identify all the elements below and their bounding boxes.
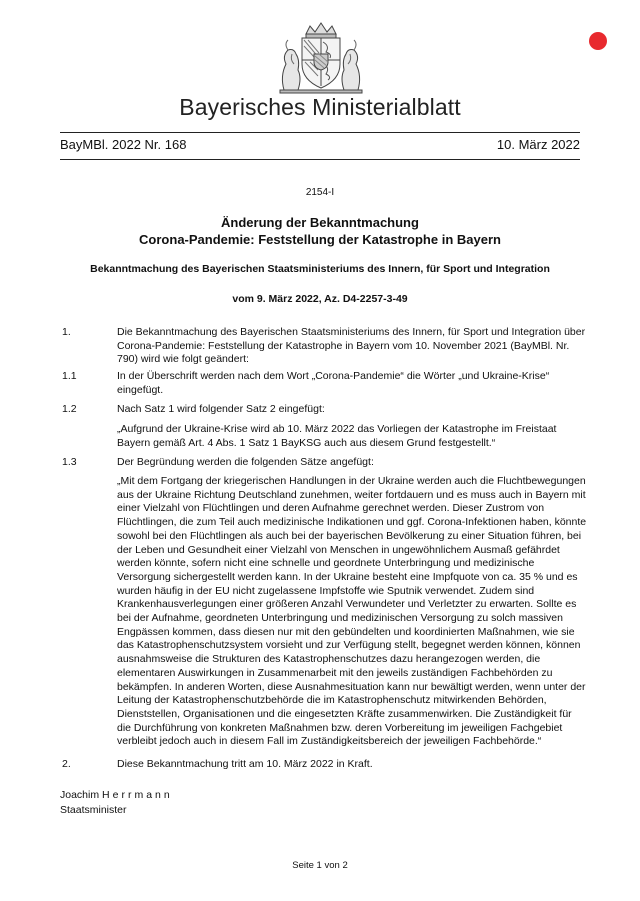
- section-text-1-3: Der Begründung werden die folgenden Sätze angefügt:: [117, 456, 374, 468]
- section-number-1-3: 1.3: [62, 456, 77, 468]
- section-quote-1-3: „Mit dem Fortgang der kriegerischen Handlungen in der Ukraine werden auch die Fluchtbewegungen aus der Ukraine Richtung Deutschland zunehmen, weiter fortdauern und es muss auch in Bayern mit einer Vielzahl von Flüchtlingen und deren Aufnahme gerechnet werden. Dieser Zustrom von Flüchtlingen, die zum Teil auch medizinische Indikationen und ggf. Corona-Infektionen haben, könnte sowohl bei den Flüchtlingen als auch bei der bayerischen Bevölkerung zu einer Situation führen, bei der Leben und Gesundheit einer Vielzahl von Menschen in ungewöhnlichem Ausmaß gefährdet werden könnte, sofern nicht eine schnelle und geordnete Unterbringung und medizinische Versorgung sichergestellt werden kann. In der Ukraine besteht eine Impfquote von ca. 35 % und es wurden häufig in der EU nicht zugelassene Impfstoffe wie Sputnik verwendet. Zudem sind Krankenhausverlegungen einer größeren Anzahl Verwundeter und Verletzter zu erwarten. Sollte es bei der Aufnahme, geordneten Unterbringung und medizinischen Versorgung zu solch massiven Engpässen kommen, dass diesen nur mit den gebündelten und koordinierten Maßnahmen, wie sie das Katastrophenschutzsystem vorsieht und zur Verfügung stellt, begegnet werden können, können ausnahmsweise die Strukturen des Katastrophenschutzes dazu herangezogen werden, die elementaren Auswirkungen in Zusammenarbeit mit den jeweils zuständigen Fachbehörden zu bekämpfen. In anderen Worten, diese Ausnahmesituation kann nur bewältigt werden, wenn unter der Leitung der Katastrophenschutzbehörde die im Katastrophenschutz mitwirkenden Behörden, Dienststellen, Organisationen und die eingesetzten Kräfte zusammenwirken. Die Zuständigkeit für die Durchführung von konkreten Maßnahmen bzw. deren Vorbereitung im jeweiligen Fachgebiet verbleibt jedoch auch in diesem Fall im Zuständigkeitsbereich der jeweiligen Fachbehörde.“: [117, 475, 587, 748]
- page-number: Seite 1 von 2: [292, 860, 348, 871]
- issue-date: 10. März 2022: [496, 137, 580, 152]
- record-dot-icon: [589, 32, 607, 50]
- header-rule-top: [60, 132, 580, 133]
- signature-title: Staatsminister: [60, 804, 127, 816]
- document-subtitle: Bekanntmachung des Bayerischen Staatsministeriums des Innern, für Sport und Integration: [90, 263, 550, 275]
- section-number-1-1: 1.1: [62, 370, 77, 382]
- masthead-title: Bayerisches Ministerialblatt: [179, 94, 461, 120]
- signature-first-name: Joachim: [60, 789, 100, 801]
- section-number-1: 1.: [62, 326, 71, 338]
- fundstelle-number: 2154-I: [305, 187, 335, 198]
- section-quote-1-2: „Aufgrund der Ukraine-Krise wird ab 10. März 2022 das Vorliegen der Katastrophe im Freistaat Bayern gemäß Art. 4 Abs. 1 Satz 1 BayKSG auch aus diesem Grund festgestellt.“: [117, 423, 557, 449]
- header-rule-bottom: [60, 159, 580, 160]
- section-text-1-1: In der Überschrift werden nach dem Wort „Corona-Pandemie“ die Wörter „und Ukraine-Krise“ eingefügt.: [117, 370, 550, 396]
- document-date-reference: vom 9. März 2022, Az. D4-2257-3-49: [232, 293, 408, 305]
- issue-number: BayMBl. 2022 Nr. 168: [60, 137, 187, 152]
- section-number-1-2: 1.2: [62, 403, 77, 415]
- document-title: [0, 214, 640, 248]
- section-number-2: 2.: [62, 758, 71, 770]
- document-title-line1: Änderung der Bekanntmachung: [221, 215, 419, 230]
- bavarian-coat-of-arms-icon: [272, 20, 370, 94]
- section-text-2: Diese Bekanntmachung tritt am 10. März 2022 in Kraft.: [117, 758, 373, 770]
- section-text-1: Die Bekanntmachung des Bayerischen Staatsministeriums des Innern, für Sport und Integration über Corona-Pandemie: Feststellung der Katastrophe in Bayern vom 10. November 2021 (BayMBl. Nr. 790) wird wie folgt geändert:: [117, 326, 586, 365]
- signature-name: [60, 789, 173, 801]
- section-text-1-2: Nach Satz 1 wird folgender Satz 2 eingefügt:: [117, 403, 325, 415]
- signature-last-name: Herrmann: [102, 789, 173, 801]
- document-title-line2: Corona-Pandemie: Feststellung der Katastrophe in Bayern: [139, 232, 501, 247]
